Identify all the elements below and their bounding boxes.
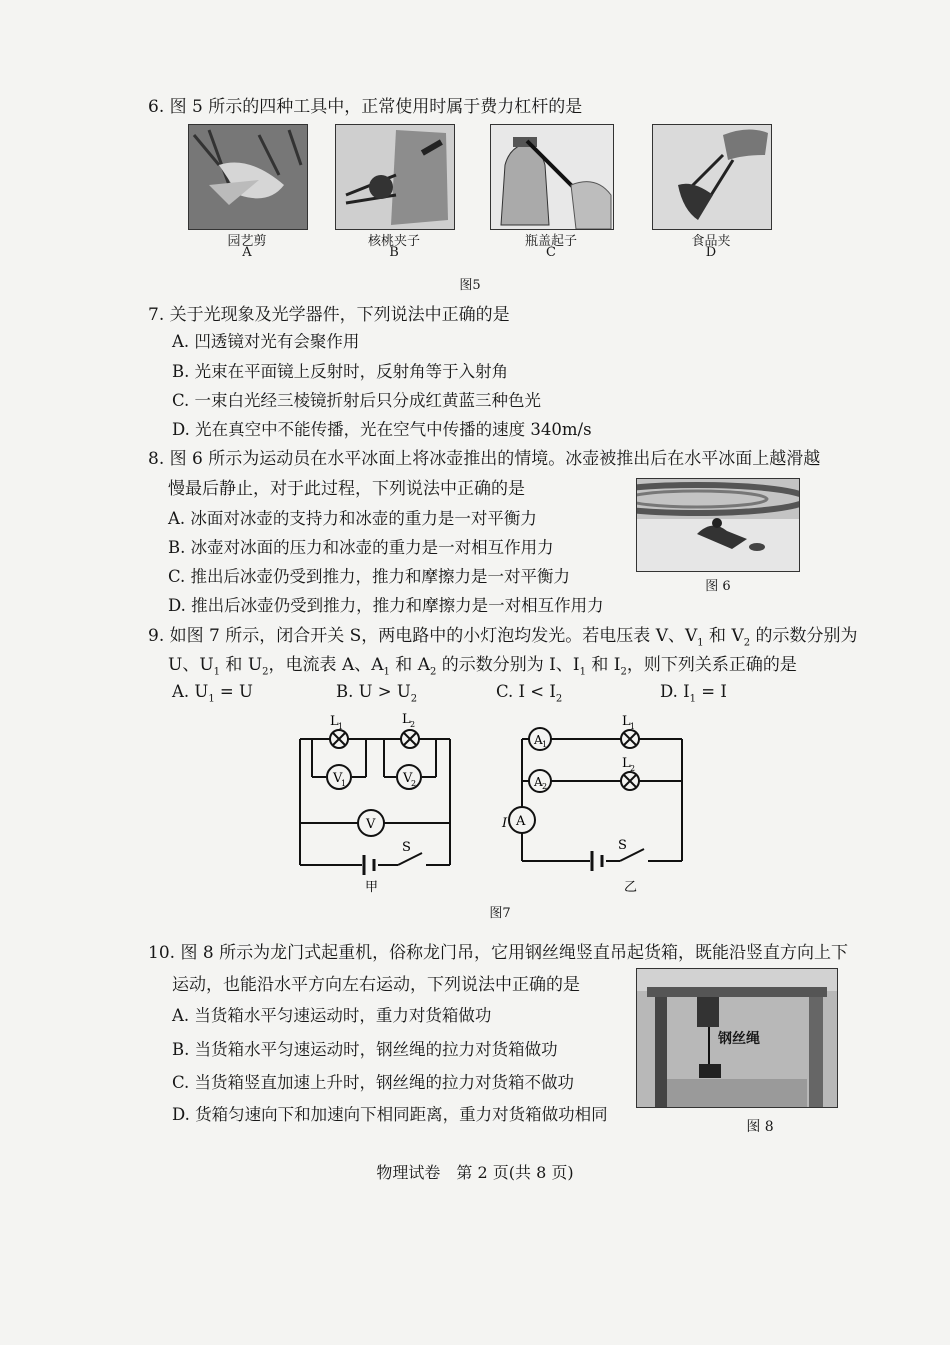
q7-option-d: D. 光在真空中不能传播，光在空气中传播的速度 340m/s (172, 420, 592, 439)
tool-c-letter: C (546, 245, 556, 260)
q10-option-b: B. 当货箱水平匀速运动时，钢丝绳的拉力对货箱做功 (172, 1040, 558, 1059)
q10-option-a: A. 当货箱水平匀速运动时，重力对货箱做功 (172, 1006, 492, 1025)
figure-6-caption: 图 6 (705, 579, 731, 594)
l1-sub: 1 (338, 722, 344, 731)
garden-shears-photo (188, 124, 308, 230)
tool-d-letter: D (705, 245, 717, 260)
figure-8-caption: 图 8 (746, 1119, 774, 1135)
circuit-jia-caption: 甲 (365, 880, 379, 895)
q8-stem-line1: 8. 图 6 所示为运动员在水平冰面上将冰壶推出的情境。冰壶被推出后在水平冰面上越滑越 (148, 449, 821, 469)
q7-option-a: A. 凹透镜对光有会聚作用 (172, 332, 360, 351)
q9-stem-line1: 9. 如图 7 所示，闭合开关 S，两电路中的小灯泡均发光。若电压表 V、$V_1$ 和 $V_2$ 的示数分别为 (148, 626, 858, 649)
q10-stem-line1: 10. 图 8 所示为龙门式起重机，俗称龙门吊，它用钢丝绳竖直吊起货箱，既能沿竖直方向上下 (148, 943, 849, 963)
q10-option-d: D. 货箱匀速向下和加速向下相同距离，重力对货箱做功相同 (172, 1105, 608, 1124)
circuit-yi-caption: 乙 (624, 880, 638, 895)
walnut-cracker-photo (335, 124, 455, 230)
lamp-l1 (621, 730, 639, 748)
q10-stem-line2: 运动，也能沿水平方向左右运动，下列说法中正确的是 (172, 975, 580, 995)
q8-stem-line2: 慢最后静止，对于此过程，下列说法中正确的是 (168, 479, 525, 499)
lamp-l2 (621, 772, 639, 790)
tool-d-name: 食品夹 (691, 234, 731, 249)
food-tongs-photo (652, 124, 772, 230)
tool-a-name: 园艺剪 (227, 234, 267, 249)
a-label: A (516, 814, 526, 829)
q8-option-b: B. 冰壶对冰面的压力和冰壶的重力是一对相互作用力 (168, 538, 554, 557)
current-i-label: I (502, 816, 508, 831)
q9-option-a: A. $U_1 = U$ (172, 682, 253, 705)
tool-c-name: 瓶盖起子 (524, 234, 577, 249)
tool-b-name: 核桃夹子 (367, 234, 420, 249)
q6-stem: 6. 图 5 所示的四种工具中，正常使用时属于费力杠杆的是 (148, 97, 583, 117)
rope-label: 钢丝绳 (718, 1031, 760, 1047)
circuit-yi (500, 705, 700, 895)
figure-5-caption: 图5 (459, 278, 481, 293)
q9-option-d: D. $I_1 = I$ (660, 682, 727, 705)
q9-option-b: B. $U > U_2$ (336, 682, 418, 705)
l2-label: L (622, 756, 631, 771)
q7-option-b: B. 光束在平面镜上反射时，反射角等于入射角 (172, 362, 509, 381)
a1-label: A (534, 733, 543, 747)
v1-sub: 1 (341, 779, 347, 788)
q10-option-c: C. 当货箱竖直加速上升时，钢丝绳的拉力对货箱不做功 (172, 1073, 575, 1092)
a2-sub: 2 (542, 782, 548, 791)
lamp-l1 (330, 730, 348, 748)
switch-s-label: S (402, 840, 411, 855)
l1-label: L (622, 714, 631, 729)
v2-sub: 2 (411, 779, 417, 788)
v2-label: V (403, 771, 413, 786)
tool-a-letter: A (242, 245, 252, 260)
bottle-opener-photo (490, 124, 614, 230)
a2-label: A (534, 775, 543, 789)
v-label: V (366, 817, 376, 832)
l1-sub: 1 (630, 722, 636, 731)
q7-stem: 7. 关于光现象及光学器件，下列说法中正确的是 (148, 305, 510, 325)
l2-sub: 2 (410, 720, 416, 729)
q8-option-a: A. 冰面对冰壶的支持力和冰壶的重力是一对平衡力 (168, 509, 537, 528)
page-footer: 物理试卷 第 2 页(共 8 页) (376, 1163, 574, 1182)
v1-label: V (333, 771, 343, 786)
lamp-l2 (401, 730, 419, 748)
q8-option-d: D. 推出后冰壶仍受到推力，推力和摩擦力是一对相互作用力 (168, 596, 604, 615)
a1-sub: 1 (542, 740, 548, 749)
q9-option-c: C. $I < I_2$ (496, 682, 563, 705)
l2-label: L (402, 712, 411, 727)
curling-photo (636, 478, 800, 572)
q9-stem-line2: U、$U_1$ 和 $U_2$，电流表 A、$A_1$ 和 $A_2$ 的示数分别为 I、$I_1$ 和 $I_2$，则下列关系正确的是 (168, 655, 797, 678)
l1-label: L (330, 714, 339, 729)
circuit-jia (290, 705, 460, 895)
q8-option-c: C. 推出后冰壶仍受到推力，推力和摩擦力是一对平衡力 (168, 567, 571, 586)
q7-option-c: C. 一束白光经三棱镜折射后只分成红黄蓝三种色光 (172, 391, 542, 410)
figure-7-caption: 图7 (489, 906, 511, 921)
tool-b-letter: B (389, 245, 399, 260)
switch-s-label: S (618, 838, 627, 853)
l2-sub: 2 (630, 764, 636, 773)
